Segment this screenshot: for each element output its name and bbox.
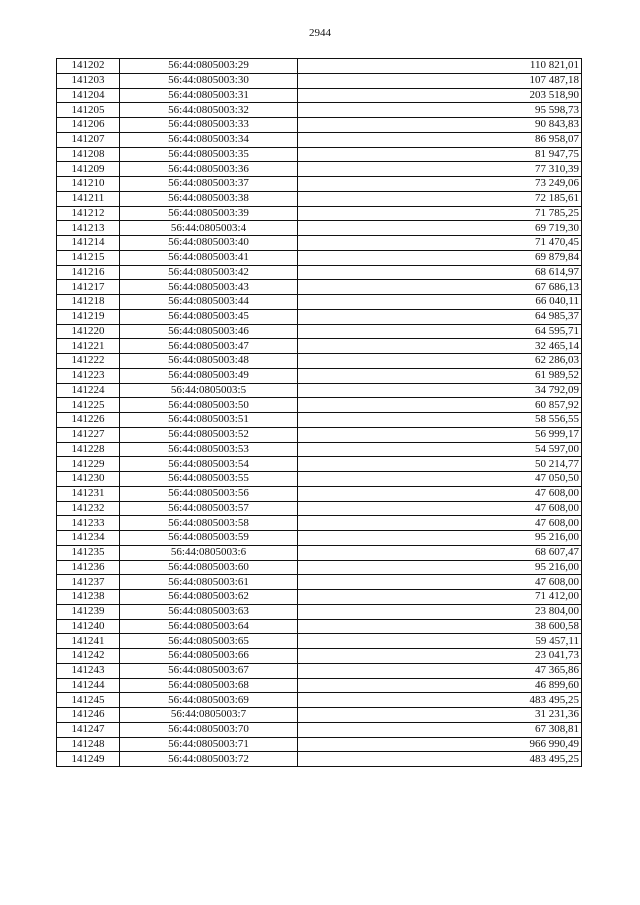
cadastral-number-cell: 56:44:0805003:4 <box>120 221 298 236</box>
table-row <box>57 250 582 265</box>
cadastral-value-cell: 47 608,00 <box>298 575 582 590</box>
cadastral-number-cell: 56:44:0805003:31 <box>120 88 298 103</box>
cadastral-value-cell: 47 608,00 <box>298 501 582 516</box>
table-row <box>57 132 582 147</box>
row-id-cell: 141228 <box>57 442 120 457</box>
row-id-cell: 141208 <box>57 147 120 162</box>
row-id-cell: 141240 <box>57 619 120 634</box>
table-row <box>57 339 582 354</box>
row-id-cell: 141236 <box>57 560 120 575</box>
cadastral-number-cell: 56:44:0805003:30 <box>120 73 298 88</box>
cadastral-number-cell: 56:44:0805003:60 <box>120 560 298 575</box>
row-id-cell: 141226 <box>57 413 120 428</box>
row-id-cell: 141229 <box>57 457 120 472</box>
row-id-cell: 141207 <box>57 132 120 147</box>
cadastral-value-cell: 58 556,55 <box>298 413 582 428</box>
cadastral-value-cell: 23 804,00 <box>298 604 582 619</box>
table-row <box>57 575 582 590</box>
cadastral-value-cell: 69 879,84 <box>298 250 582 265</box>
cadastral-value-cell: 38 600,58 <box>298 619 582 634</box>
cadastral-value-cell: 47 365,86 <box>298 663 582 678</box>
cadastral-number-cell: 56:44:0805003:54 <box>120 457 298 472</box>
table-row <box>57 619 582 634</box>
row-id-cell: 141232 <box>57 501 120 516</box>
cadastral-value-cell: 90 843,83 <box>298 118 582 133</box>
table-row <box>57 383 582 398</box>
table-row <box>57 649 582 664</box>
table-row <box>57 516 582 531</box>
table-row <box>57 442 582 457</box>
table-row <box>57 354 582 369</box>
table-row <box>57 191 582 206</box>
cadastral-value-cell: 54 597,00 <box>298 442 582 457</box>
cadastral-number-cell: 56:44:0805003:50 <box>120 398 298 413</box>
cadastral-value-cell: 81 947,75 <box>298 147 582 162</box>
cadastral-value-cell: 34 792,09 <box>298 383 582 398</box>
row-id-cell: 141209 <box>57 162 120 177</box>
table-row <box>57 73 582 88</box>
cadastral-number-cell: 56:44:0805003:41 <box>120 250 298 265</box>
cadastral-value-cell: 31 231,36 <box>298 708 582 723</box>
cadastral-value-cell: 95 216,00 <box>298 560 582 575</box>
table-row <box>57 147 582 162</box>
cadastral-number-cell: 56:44:0805003:38 <box>120 191 298 206</box>
table-row <box>57 265 582 280</box>
cadastral-number-cell: 56:44:0805003:49 <box>120 368 298 383</box>
table-row <box>57 737 582 752</box>
table-body <box>57 59 582 767</box>
cadastral-value-cell: 67 686,13 <box>298 280 582 295</box>
cadastral-value-cell: 61 989,52 <box>298 368 582 383</box>
table-row <box>57 472 582 487</box>
row-id-cell: 141206 <box>57 118 120 133</box>
row-id-cell: 141205 <box>57 103 120 118</box>
row-id-cell: 141244 <box>57 678 120 693</box>
table-row <box>57 280 582 295</box>
table-row <box>57 59 582 74</box>
cadastral-value-cell: 72 185,61 <box>298 191 582 206</box>
table-row <box>57 722 582 737</box>
table-row <box>57 177 582 192</box>
cadastral-value-cell: 56 999,17 <box>298 427 582 442</box>
table-row <box>57 545 582 560</box>
row-id-cell: 141247 <box>57 722 120 737</box>
row-id-cell: 141216 <box>57 265 120 280</box>
row-id-cell: 141215 <box>57 250 120 265</box>
cadastral-number-cell: 56:44:0805003:71 <box>120 737 298 752</box>
table-row <box>57 324 582 339</box>
cadastral-number-cell: 56:44:0805003:67 <box>120 663 298 678</box>
cadastral-number-cell: 56:44:0805003:44 <box>120 295 298 310</box>
cadastral-number-cell: 56:44:0805003:64 <box>120 619 298 634</box>
table-row <box>57 413 582 428</box>
row-id-cell: 141214 <box>57 236 120 251</box>
cadastral-value-cell: 73 249,06 <box>298 177 582 192</box>
row-id-cell: 141245 <box>57 693 120 708</box>
table-row <box>57 221 582 236</box>
cadastral-value-cell: 60 857,92 <box>298 398 582 413</box>
row-id-cell: 141246 <box>57 708 120 723</box>
row-id-cell: 141248 <box>57 737 120 752</box>
row-id-cell: 141211 <box>57 191 120 206</box>
page-number: 2944 <box>309 27 331 39</box>
row-id-cell: 141235 <box>57 545 120 560</box>
cadastral-number-cell: 56:44:0805003:35 <box>120 147 298 162</box>
row-id-cell: 141237 <box>57 575 120 590</box>
row-id-cell: 141231 <box>57 486 120 501</box>
cadastral-number-cell: 56:44:0805003:65 <box>120 634 298 649</box>
cadastral-value-cell: 203 518,90 <box>298 88 582 103</box>
cadastral-number-cell: 56:44:0805003:66 <box>120 649 298 664</box>
cadastral-number-cell: 56:44:0805003:62 <box>120 590 298 605</box>
table-row <box>57 486 582 501</box>
cadastral-number-cell: 56:44:0805003:45 <box>120 309 298 324</box>
cadastral-value-cell: 95 216,00 <box>298 531 582 546</box>
row-id-cell: 141204 <box>57 88 120 103</box>
cadastral-number-cell: 56:44:0805003:7 <box>120 708 298 723</box>
cadastral-value-cell: 50 214,77 <box>298 457 582 472</box>
row-id-cell: 141249 <box>57 752 120 767</box>
row-id-cell: 141242 <box>57 649 120 664</box>
cadastral-value-cell: 23 041,73 <box>298 649 582 664</box>
cadastral-number-cell: 56:44:0805003:72 <box>120 752 298 767</box>
cadastral-value-cell: 68 614,97 <box>298 265 582 280</box>
row-id-cell: 141203 <box>57 73 120 88</box>
cadastral-value-cell: 86 958,07 <box>298 132 582 147</box>
table-row <box>57 206 582 221</box>
cadastral-value-cell: 47 608,00 <box>298 486 582 501</box>
cadastral-number-cell: 56:44:0805003:52 <box>120 427 298 442</box>
row-id-cell: 141220 <box>57 324 120 339</box>
row-id-cell: 141227 <box>57 427 120 442</box>
cadastral-number-cell: 56:44:0805003:34 <box>120 132 298 147</box>
cadastral-value-cell: 62 286,03 <box>298 354 582 369</box>
cadastral-value-cell: 47 608,00 <box>298 516 582 531</box>
cadastral-number-cell: 56:44:0805003:36 <box>120 162 298 177</box>
cadastral-value-cell: 59 457,11 <box>298 634 582 649</box>
cadastral-value-cell: 77 310,39 <box>298 162 582 177</box>
table-row <box>57 309 582 324</box>
cadastral-value-cell: 46 899,60 <box>298 678 582 693</box>
table-row <box>57 88 582 103</box>
cadastral-number-cell: 56:44:0805003:29 <box>120 59 298 74</box>
table-row <box>57 708 582 723</box>
cadastral-number-cell: 56:44:0805003:32 <box>120 103 298 118</box>
table-row <box>57 398 582 413</box>
cadastral-number-cell: 56:44:0805003:5 <box>120 383 298 398</box>
row-id-cell: 141219 <box>57 309 120 324</box>
cadastral-number-cell: 56:44:0805003:63 <box>120 604 298 619</box>
row-id-cell: 141212 <box>57 206 120 221</box>
table-row <box>57 457 582 472</box>
cadastral-value-cell: 68 607,47 <box>298 545 582 560</box>
cadastral-value-cell: 69 719,30 <box>298 221 582 236</box>
row-id-cell: 141218 <box>57 295 120 310</box>
cadastral-number-cell: 56:44:0805003:55 <box>120 472 298 487</box>
cadastral-number-cell: 56:44:0805003:59 <box>120 531 298 546</box>
cadastral-value-cell: 95 598,73 <box>298 103 582 118</box>
cadastral-number-cell: 56:44:0805003:33 <box>120 118 298 133</box>
cadastral-value-cell: 110 821,01 <box>298 59 582 74</box>
cadastral-number-cell: 56:44:0805003:61 <box>120 575 298 590</box>
table-row <box>57 118 582 133</box>
table-row <box>57 590 582 605</box>
cadastral-value-table <box>56 58 582 767</box>
row-id-cell: 141234 <box>57 531 120 546</box>
row-id-cell: 141239 <box>57 604 120 619</box>
row-id-cell: 141230 <box>57 472 120 487</box>
row-id-cell: 141225 <box>57 398 120 413</box>
table-row <box>57 103 582 118</box>
row-id-cell: 141210 <box>57 177 120 192</box>
cadastral-value-cell: 64 595,71 <box>298 324 582 339</box>
row-id-cell: 141238 <box>57 590 120 605</box>
cadastral-value-cell: 71 470,45 <box>298 236 582 251</box>
table-row <box>57 663 582 678</box>
table-row <box>57 162 582 177</box>
row-id-cell: 141222 <box>57 354 120 369</box>
cadastral-value-cell: 483 495,25 <box>298 752 582 767</box>
cadastral-number-cell: 56:44:0805003:39 <box>120 206 298 221</box>
table-row <box>57 368 582 383</box>
cadastral-number-cell: 56:44:0805003:68 <box>120 678 298 693</box>
row-id-cell: 141224 <box>57 383 120 398</box>
cadastral-number-cell: 56:44:0805003:6 <box>120 545 298 560</box>
row-id-cell: 141213 <box>57 221 120 236</box>
table-row <box>57 752 582 767</box>
cadastral-number-cell: 56:44:0805003:58 <box>120 516 298 531</box>
cadastral-number-cell: 56:44:0805003:56 <box>120 486 298 501</box>
cadastral-value-cell: 64 985,37 <box>298 309 582 324</box>
cadastral-value-cell: 32 465,14 <box>298 339 582 354</box>
row-id-cell: 141233 <box>57 516 120 531</box>
table-row <box>57 295 582 310</box>
cadastral-number-cell: 56:44:0805003:43 <box>120 280 298 295</box>
cadastral-value-cell: 107 487,18 <box>298 73 582 88</box>
table-row <box>57 501 582 516</box>
table-row <box>57 236 582 251</box>
cadastral-value-cell: 67 308,81 <box>298 722 582 737</box>
cadastral-value-cell: 71 412,00 <box>298 590 582 605</box>
row-id-cell: 141241 <box>57 634 120 649</box>
row-id-cell: 141243 <box>57 663 120 678</box>
row-id-cell: 141223 <box>57 368 120 383</box>
cadastral-number-cell: 56:44:0805003:46 <box>120 324 298 339</box>
cadastral-number-cell: 56:44:0805003:40 <box>120 236 298 251</box>
table-row <box>57 531 582 546</box>
table-row <box>57 560 582 575</box>
cadastral-value-cell: 47 050,50 <box>298 472 582 487</box>
cadastral-number-cell: 56:44:0805003:47 <box>120 339 298 354</box>
cadastral-number-cell: 56:44:0805003:48 <box>120 354 298 369</box>
cadastral-number-cell: 56:44:0805003:42 <box>120 265 298 280</box>
cadastral-number-cell: 56:44:0805003:51 <box>120 413 298 428</box>
table-row <box>57 634 582 649</box>
table-row <box>57 427 582 442</box>
table-row <box>57 678 582 693</box>
row-id-cell: 141202 <box>57 59 120 74</box>
row-id-cell: 141221 <box>57 339 120 354</box>
cadastral-number-cell: 56:44:0805003:37 <box>120 177 298 192</box>
table-row <box>57 693 582 708</box>
cadastral-number-cell: 56:44:0805003:69 <box>120 693 298 708</box>
row-id-cell: 141217 <box>57 280 120 295</box>
cadastral-number-cell: 56:44:0805003:53 <box>120 442 298 457</box>
cadastral-value-cell: 71 785,25 <box>298 206 582 221</box>
cadastral-number-cell: 56:44:0805003:70 <box>120 722 298 737</box>
cadastral-number-cell: 56:44:0805003:57 <box>120 501 298 516</box>
cadastral-value-cell: 66 040,11 <box>298 295 582 310</box>
table-row <box>57 604 582 619</box>
cadastral-value-cell: 966 990,49 <box>298 737 582 752</box>
cadastral-value-cell: 483 495,25 <box>298 693 582 708</box>
